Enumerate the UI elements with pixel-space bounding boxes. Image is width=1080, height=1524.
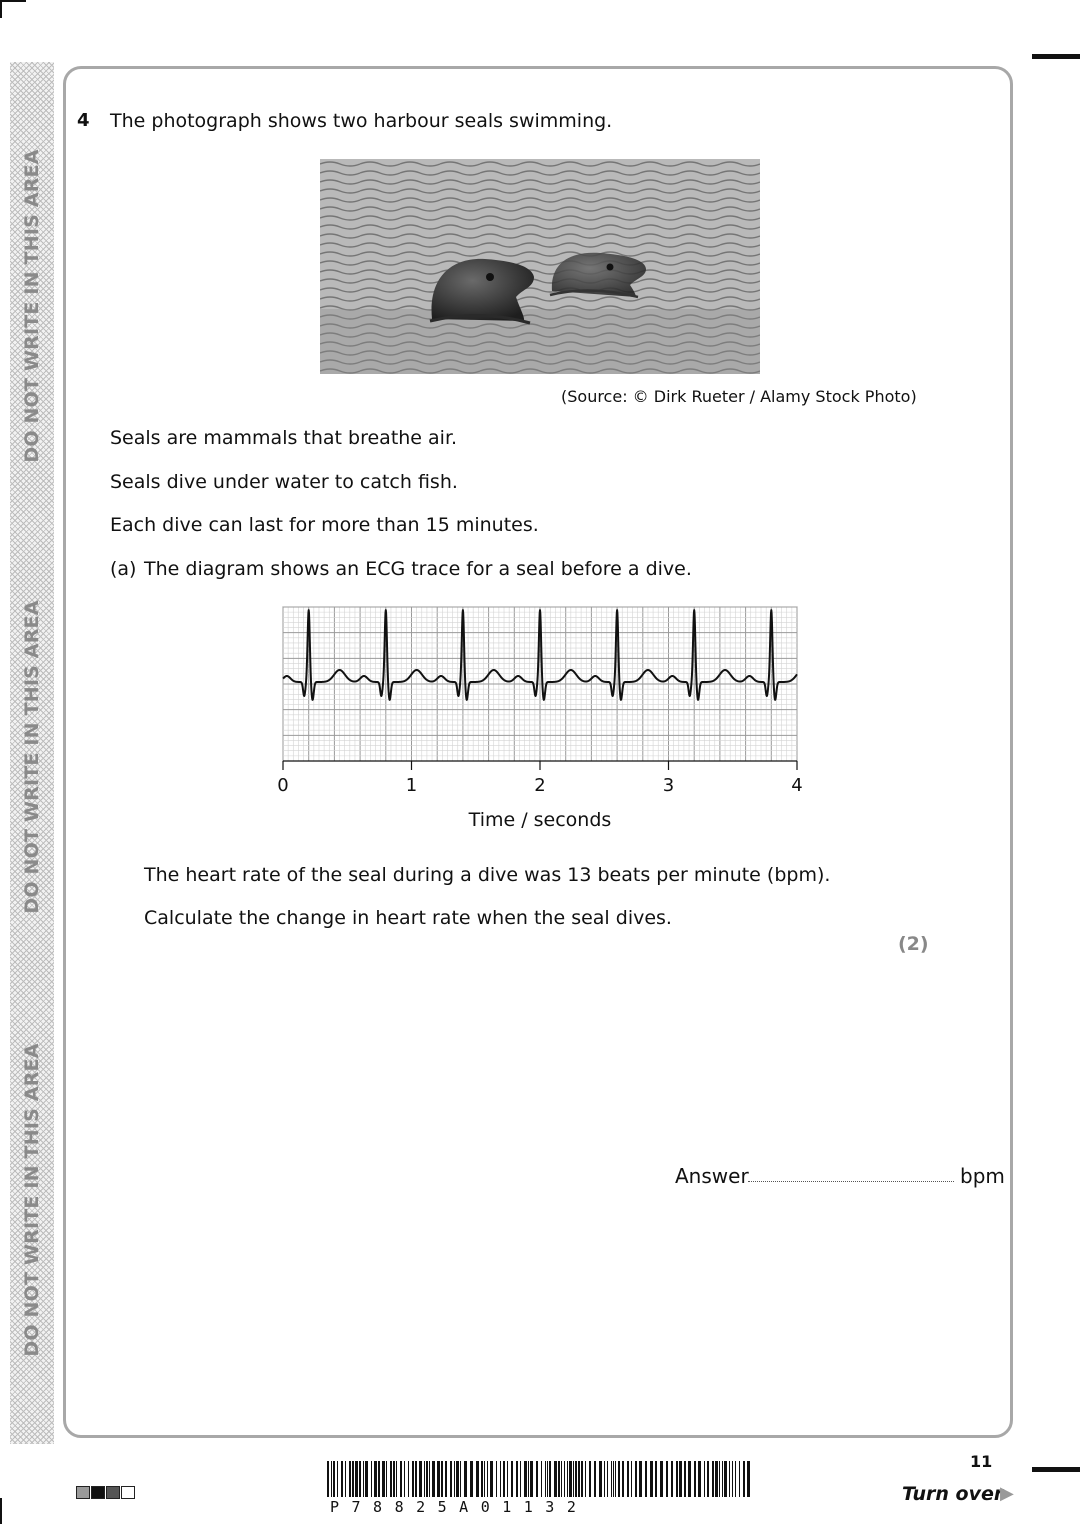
photo-source: (Source: © Dirk Rueter / Alamy Stock Photo) [561, 387, 917, 406]
seals-photo [320, 159, 760, 374]
x-tick-label: 1 [405, 775, 418, 796]
x-tick-label: 4 [791, 775, 803, 796]
page-number: 11 [970, 1452, 993, 1471]
x-tick-label: 3 [662, 775, 675, 796]
question-number: 4 [77, 110, 90, 131]
edge-mark [1032, 54, 1080, 59]
part-a-text: The diagram shows an ECG trace for a seal before a dive. [144, 558, 692, 580]
crop-mark [0, 0, 2, 18]
x-axis-label: Time / seconds [468, 809, 612, 831]
crop-mark [0, 1498, 2, 1524]
marks: (2) [898, 933, 929, 955]
part-a-label: (a) [110, 558, 137, 580]
answer-unit: bpm [960, 1164, 1005, 1188]
x-tick-label: 0 [277, 775, 289, 796]
part-a-line2: Calculate the change in heart rate when the seal dives. [144, 907, 672, 929]
crop-mark [0, 0, 26, 2]
x-tick-label: 2 [534, 775, 546, 796]
fact-line: Seals are mammals that breathe air. [110, 427, 458, 449]
edge-mark [1032, 1467, 1080, 1472]
turn-over: Turn over [902, 1483, 1004, 1505]
fact-line: Seals dive under water to catch fish. [110, 471, 458, 493]
answer-line[interactable] [748, 1181, 954, 1182]
question-intro: The photograph shows two harbour seals swimming. [110, 110, 613, 132]
answer-label: Answer [675, 1164, 749, 1188]
turn-over-arrow-icon: ▶ [1000, 1483, 1014, 1504]
page-indicator [76, 1486, 135, 1499]
ecg-chart [270, 600, 815, 840]
barcode-text: P78825A01132 [330, 1498, 589, 1516]
barcode [327, 1461, 752, 1497]
x-ticks [277, 761, 802, 796]
fact-line: Each dive can last for more than 15 minutes. [110, 514, 539, 536]
part-a-line1: The heart rate of the seal during a dive was 13 beats per minute (bpm). [144, 864, 831, 886]
